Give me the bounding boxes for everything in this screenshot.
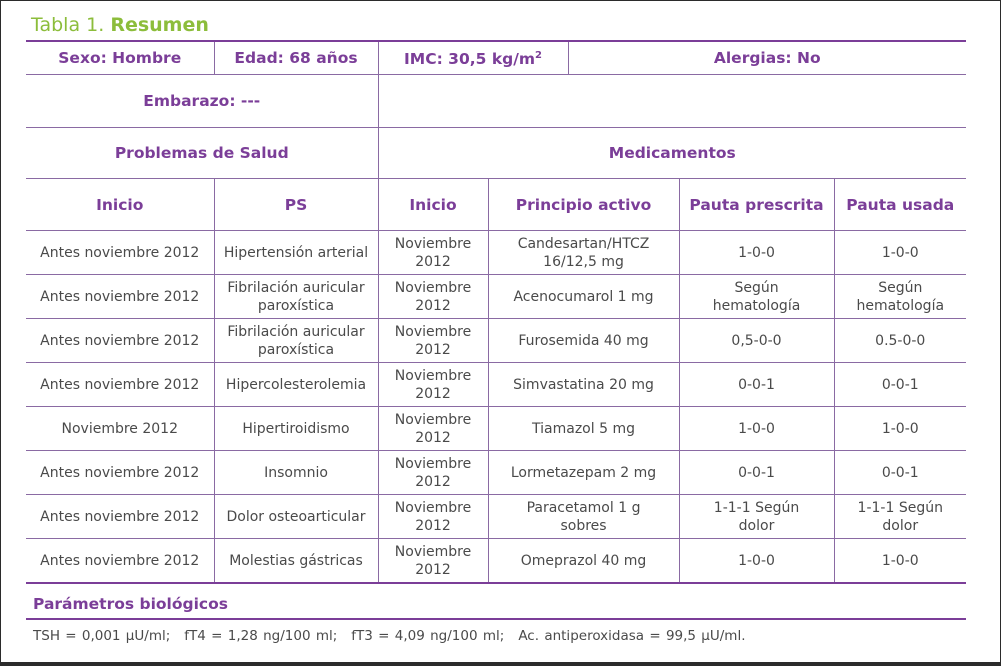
table-title: [31, 14, 209, 36]
cell-ps-inicio-text: Antes noviembre 2012: [40, 244, 200, 261]
col-ps: PS: [214, 179, 378, 231]
table-row: [26, 495, 966, 539]
cell-usada: [834, 495, 966, 539]
cell-usada: [834, 231, 966, 275]
cell-ps-inicio-text: Antes noviembre 2012: [40, 552, 200, 569]
parametros-title: Parámetros biológicos: [33, 595, 228, 613]
param-ft4: fT4 = 1,28 ng/100 ml;: [184, 628, 338, 644]
cell-principio-text: Omeprazol 40 mg: [520, 552, 647, 569]
cell-ps: [214, 407, 378, 451]
cell-med-inicio: [378, 363, 488, 407]
cell-usada: [834, 451, 966, 495]
cell-usada-text: Según hematología: [856, 279, 945, 314]
cell-ps-text: Insomnio: [264, 464, 328, 481]
cell-prescrita-text: 1-0-0: [738, 244, 775, 261]
cell-ps-inicio-text: Antes noviembre 2012: [40, 332, 200, 349]
cell-ps-inicio: [26, 319, 214, 363]
cell-ps-inicio: [26, 231, 214, 275]
param-ft3: fT3 = 4,09 ng/100 ml;: [351, 628, 505, 644]
cell-prescrita: [679, 495, 834, 539]
cell-prescrita-text: 0,5-0-0: [731, 332, 782, 349]
imc-label: IMC: 30,5 kg/m: [404, 50, 536, 69]
cell-med-inicio: [378, 539, 488, 584]
alergias-cell: Alergias: No: [568, 41, 966, 75]
param-tsh: TSH = 0,001 µU/ml;: [33, 628, 171, 644]
cell-prescrita: [679, 231, 834, 275]
cell-ps-text: Dolor osteoarticular: [226, 508, 366, 525]
cell-usada-text: 0-0-1: [881, 464, 919, 481]
cell-ps-text: Hipertensión arterial: [223, 244, 369, 261]
col-principio: Principio activo: [488, 179, 679, 231]
cell-usada: [834, 363, 966, 407]
col-med-inicio: Inicio: [378, 179, 488, 231]
cell-prescrita: [679, 275, 834, 319]
param-antiperoxidasa: Ac. antiperoxidasa = 99,5 µU/ml.: [518, 628, 746, 644]
cell-prescrita: [679, 363, 834, 407]
problemas-header: Problemas de Salud: [26, 128, 378, 179]
cell-ps: [214, 275, 378, 319]
cell-ps-inicio: [26, 407, 214, 451]
table-row: [26, 319, 966, 363]
col-usada: Pauta usada: [834, 179, 966, 231]
imc-cell: [378, 41, 568, 75]
data-rows: [26, 231, 966, 584]
summary-table: [26, 40, 966, 584]
table-title-prefix: Tabla 1.: [31, 14, 105, 36]
cell-usada: [834, 539, 966, 584]
column-header-row: [26, 179, 966, 231]
cell-prescrita-text: Según hematología: [712, 279, 801, 314]
table-row: [26, 231, 966, 275]
cell-principio-text: Simvastatina 20 mg: [513, 376, 654, 393]
cell-ps: [214, 495, 378, 539]
cell-prescrita: [679, 319, 834, 363]
cell-ps-text: Fibrilación auricular paroxística: [227, 279, 365, 314]
cell-med-inicio-text: Noviembre 2012: [394, 455, 472, 490]
cell-principio-text: Tiamazol 5 mg: [532, 420, 635, 437]
parametros-divider: [26, 618, 966, 620]
cell-principio: [488, 407, 679, 451]
cell-usada-text: 1-0-0: [881, 420, 919, 437]
edad-cell: Edad: 68 años: [214, 41, 378, 75]
cell-principio: [488, 451, 679, 495]
cell-med-inicio: [378, 231, 488, 275]
cell-med-inicio: [378, 275, 488, 319]
cell-prescrita: [679, 451, 834, 495]
parametros-values: [33, 628, 746, 644]
cell-usada: [834, 319, 966, 363]
cell-principio-text: Lormetazepam 2 mg: [510, 464, 657, 481]
col-ps-inicio: Inicio: [26, 179, 214, 231]
medicamentos-header: Medicamentos: [378, 128, 966, 179]
patient-row: [26, 41, 966, 75]
cell-usada-text: 1-0-0: [881, 552, 919, 569]
cell-ps-text: Fibrilación auricular paroxística: [227, 323, 365, 358]
embarazo-row: [26, 75, 966, 128]
table-row: [26, 275, 966, 319]
cell-med-inicio-text: Noviembre 2012: [394, 323, 472, 358]
sexo-cell: Sexo: Hombre: [26, 41, 214, 75]
cell-ps-inicio-text: Antes noviembre 2012: [40, 464, 200, 481]
cell-prescrita-text: 1-0-0: [738, 552, 775, 569]
table-row: [26, 539, 966, 584]
cell-ps-inicio: [26, 363, 214, 407]
cell-med-inicio: [378, 319, 488, 363]
cell-ps-text: Hipertiroidismo: [242, 420, 350, 437]
cell-med-inicio-text: Noviembre 2012: [394, 279, 472, 314]
cell-prescrita: [679, 407, 834, 451]
cell-principio: [488, 539, 679, 584]
cell-med-inicio: [378, 495, 488, 539]
col-prescrita: Pauta prescrita: [679, 179, 834, 231]
cell-ps-inicio-text: Antes noviembre 2012: [40, 288, 200, 305]
cell-usada: [834, 275, 966, 319]
table-row: [26, 407, 966, 451]
imc-superscript: 2: [535, 50, 543, 62]
empty-cell: [378, 75, 966, 128]
cell-principio-text: Furosemida 40 mg: [518, 332, 649, 349]
cell-principio-text: Candesartan/HTCZ 16/12,5 mg: [517, 235, 650, 270]
table-title-name: Resumen: [110, 14, 209, 36]
cell-med-inicio: [378, 451, 488, 495]
section-row: [26, 128, 966, 179]
cell-med-inicio-text: Noviembre 2012: [394, 411, 472, 446]
cell-principio: [488, 231, 679, 275]
cell-ps: [214, 363, 378, 407]
cell-prescrita-text: 1-1-1 Según dolor: [713, 499, 800, 534]
cell-usada-text: 0.5-0-0: [875, 332, 926, 349]
embarazo-cell: Embarazo: ---: [26, 75, 378, 128]
cell-ps-inicio: [26, 451, 214, 495]
cell-principio: [488, 495, 679, 539]
cell-principio: [488, 319, 679, 363]
cell-ps: [214, 319, 378, 363]
table-row: [26, 451, 966, 495]
cell-principio: [488, 363, 679, 407]
cell-ps-inicio-text: Antes noviembre 2012: [40, 508, 200, 525]
frame-bottom-border: [1, 662, 1000, 666]
cell-ps-inicio-text: Noviembre 2012: [61, 420, 178, 437]
cell-usada: [834, 407, 966, 451]
cell-med-inicio-text: Noviembre 2012: [394, 499, 472, 534]
table-row: [26, 363, 966, 407]
cell-ps-inicio: [26, 495, 214, 539]
cell-ps: [214, 539, 378, 584]
cell-med-inicio-text: Noviembre 2012: [394, 367, 472, 402]
cell-med-inicio-text: Noviembre 2012: [394, 235, 472, 270]
cell-principio-text: Acenocumarol 1 mg: [513, 288, 654, 305]
cell-ps: [214, 231, 378, 275]
cell-med-inicio: [378, 407, 488, 451]
cell-ps: [214, 451, 378, 495]
cell-prescrita-text: 0-0-1: [738, 464, 775, 481]
cell-med-inicio-text: Noviembre 2012: [394, 543, 472, 578]
cell-ps-inicio: [26, 275, 214, 319]
cell-usada-text: 1-0-0: [881, 244, 919, 261]
cell-prescrita-text: 1-0-0: [738, 420, 775, 437]
cell-principio-text: Paracetamol 1 g sobres: [526, 499, 641, 534]
cell-usada-text: 1-1-1 Según dolor: [857, 499, 943, 534]
cell-principio: [488, 275, 679, 319]
cell-usada-text: 0-0-1: [881, 376, 919, 393]
cell-ps-text: Molestias gástricas: [229, 552, 363, 569]
cell-ps-text: Hipercolesterolemia: [225, 376, 367, 393]
cell-prescrita-text: 0-0-1: [738, 376, 775, 393]
cell-ps-inicio-text: Antes noviembre 2012: [40, 376, 200, 393]
cell-prescrita: [679, 539, 834, 584]
cell-ps-inicio: [26, 539, 214, 584]
